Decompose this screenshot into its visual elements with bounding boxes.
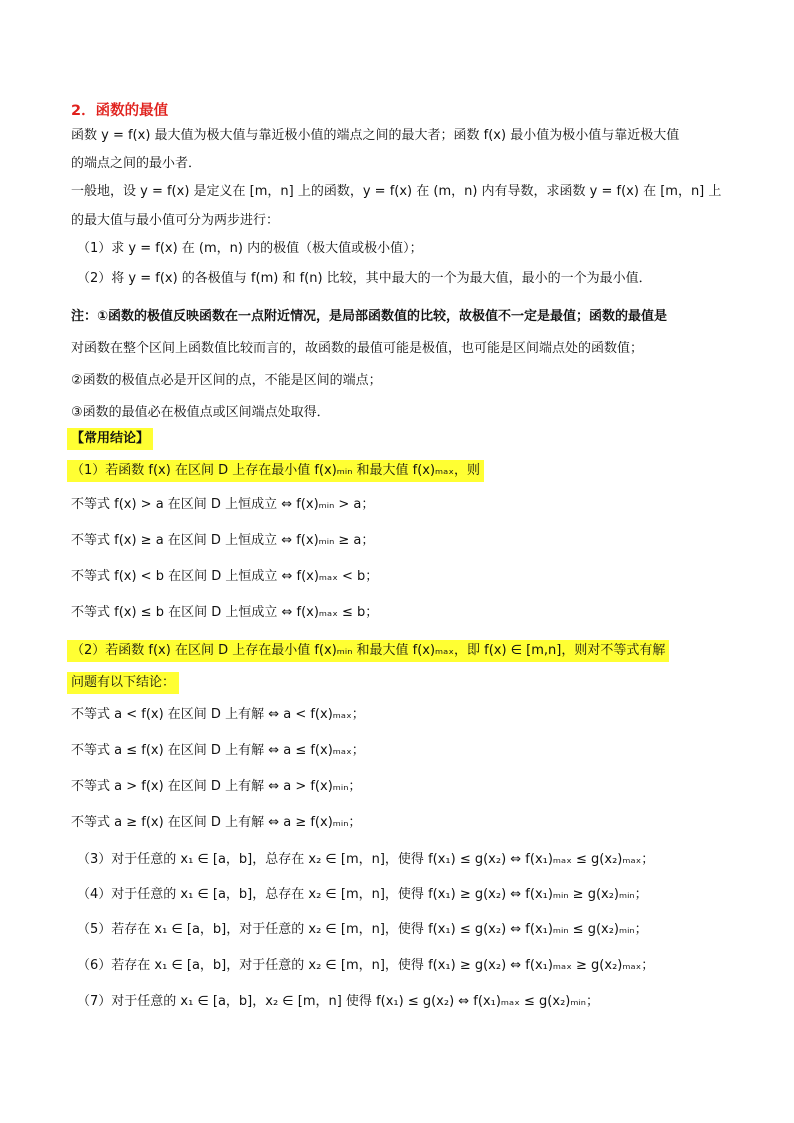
conclusion-2-header-line-2: 问题有以下结论：: [67, 672, 179, 694]
intro-line-4: 的最大值与最小值可分为两步进行：: [71, 213, 280, 228]
intro-step-1: （1）求 y = f(x) 在 (m，n) 内的极值（极大值或极小值）；: [77, 241, 423, 256]
conclusion-2-item: 不等式 a < f(x) 在区间 D 上有解 ⇔ a < f(x)ₘₐₓ；: [71, 707, 365, 722]
conclusion-1-item: 不等式 f(x) ≤ b 在区间 D 上恒成立 ⇔ f(x)ₘₐₓ ≤ b；: [71, 605, 379, 620]
conclusion-1-header: （1）若函数 f(x) 在区间 D 上存在最小值 f(x)ₘᵢₙ 和最大值 f(x)ₘₐₓ，则: [67, 460, 484, 482]
conclusion-1-item: 不等式 f(x) < b 在区间 D 上恒成立 ⇔ f(x)ₘₐₓ < b；: [71, 569, 379, 584]
conclusion-1-item: 不等式 f(x) ≥ a 在区间 D 上恒成立 ⇔ f(x)ₘᵢₙ ≥ a；: [71, 533, 375, 548]
conclusion-5: （5）若存在 x₁ ∈ [a，b]，对于任意的 x₂ ∈ [m，n]，使得 f(x₁) ≤ g(x₂) ⇔ f(x₁)ₘᵢₙ ≤ g(x₂)ₘᵢₙ；: [77, 922, 648, 937]
note-line-1: 注：①函数的极值反映函数在一点附近情况，是局部函数值的比较，故极值不一定是最值；函数的最值是: [71, 309, 668, 324]
conclusion-2-item: 不等式 a > f(x) 在区间 D 上有解 ⇔ a > f(x)ₘᵢₙ；: [71, 779, 362, 794]
conclusion-2-item: 不等式 a ≤ f(x) 在区间 D 上有解 ⇔ a ≤ f(x)ₘₐₓ；: [71, 743, 365, 758]
intro-step-2: （2）将 y = f(x) 的各极值与 f(m) 和 f(n) 比较，其中最大的一个为最大值，最小的一个为最小值．: [77, 271, 652, 286]
conclusion-2-header-line-1: （2）若函数 f(x) 在区间 D 上存在最小值 f(x)ₘᵢₙ 和最大值 f(x)ₘₐₓ，即 f(x) ∈ [m,n]，则对不等式有解: [67, 640, 669, 662]
conclusion-7: （7）对于任意的 x₁ ∈ [a，b]，x₂ ∈ [m，n] 使得 f(x₁) ≤ g(x₂) ⇔ f(x₁)ₘₐₓ ≤ g(x₂)ₘᵢₙ；: [77, 994, 599, 1009]
intro-line-1: 函数 y = f(x) 最大值为极大值与靠近极小值的端点之间的最大者；函数 f(x) 最小值为极小值与靠近极大值: [71, 128, 680, 143]
conclusion-4: （4）对于任意的 x₁ ∈ [a，b]，总存在 x₂ ∈ [m，n]，使得 f(x₁) ≥ g(x₂) ⇔ f(x₁)ₘᵢₙ ≥ g(x₂)ₘᵢₙ；: [77, 887, 648, 902]
note-line-3: ②函数的极值点必是开区间的点，不能是区间的端点；: [71, 373, 382, 388]
conclusion-2-item: 不等式 a ≥ f(x) 在区间 D 上有解 ⇔ a ≥ f(x)ₘᵢₙ；: [71, 815, 362, 830]
conclusions-header: 【常用结论】: [67, 428, 153, 450]
conclusion-1-item: 不等式 f(x) > a 在区间 D 上恒成立 ⇔ f(x)ₘᵢₙ > a；: [71, 497, 375, 512]
section-title: 2．函数的最值: [71, 103, 169, 119]
note-line-2: 对函数在整个区间上函数值比较而言的，故函数的最值可能是极值，也可能是区间端点处的函数值；: [71, 341, 644, 356]
intro-line-3: 一般地，设 y = f(x) 是定义在 [m，n] 上的函数，y = f(x) 在 (m，n) 内有导数，求函数 y = f(x) 在 [m，n] 上: [71, 184, 722, 199]
note-line-4: ③函数的最值必在极值点或区间端点处取得．: [71, 405, 330, 420]
intro-line-2: 的端点之间的最小者．: [71, 156, 202, 171]
conclusion-3: （3）对于任意的 x₁ ∈ [a，b]，总存在 x₂ ∈ [m，n]，使得 f(x₁) ≤ g(x₂) ⇔ f(x₁)ₘₐₓ ≤ g(x₂)ₘₐₓ；: [77, 852, 655, 867]
conclusion-6: （6）若存在 x₁ ∈ [a，b]，对于任意的 x₂ ∈ [m，n]，使得 f(x₁) ≥ g(x₂) ⇔ f(x₁)ₘₐₓ ≥ g(x₂)ₘₐₓ；: [77, 958, 655, 973]
